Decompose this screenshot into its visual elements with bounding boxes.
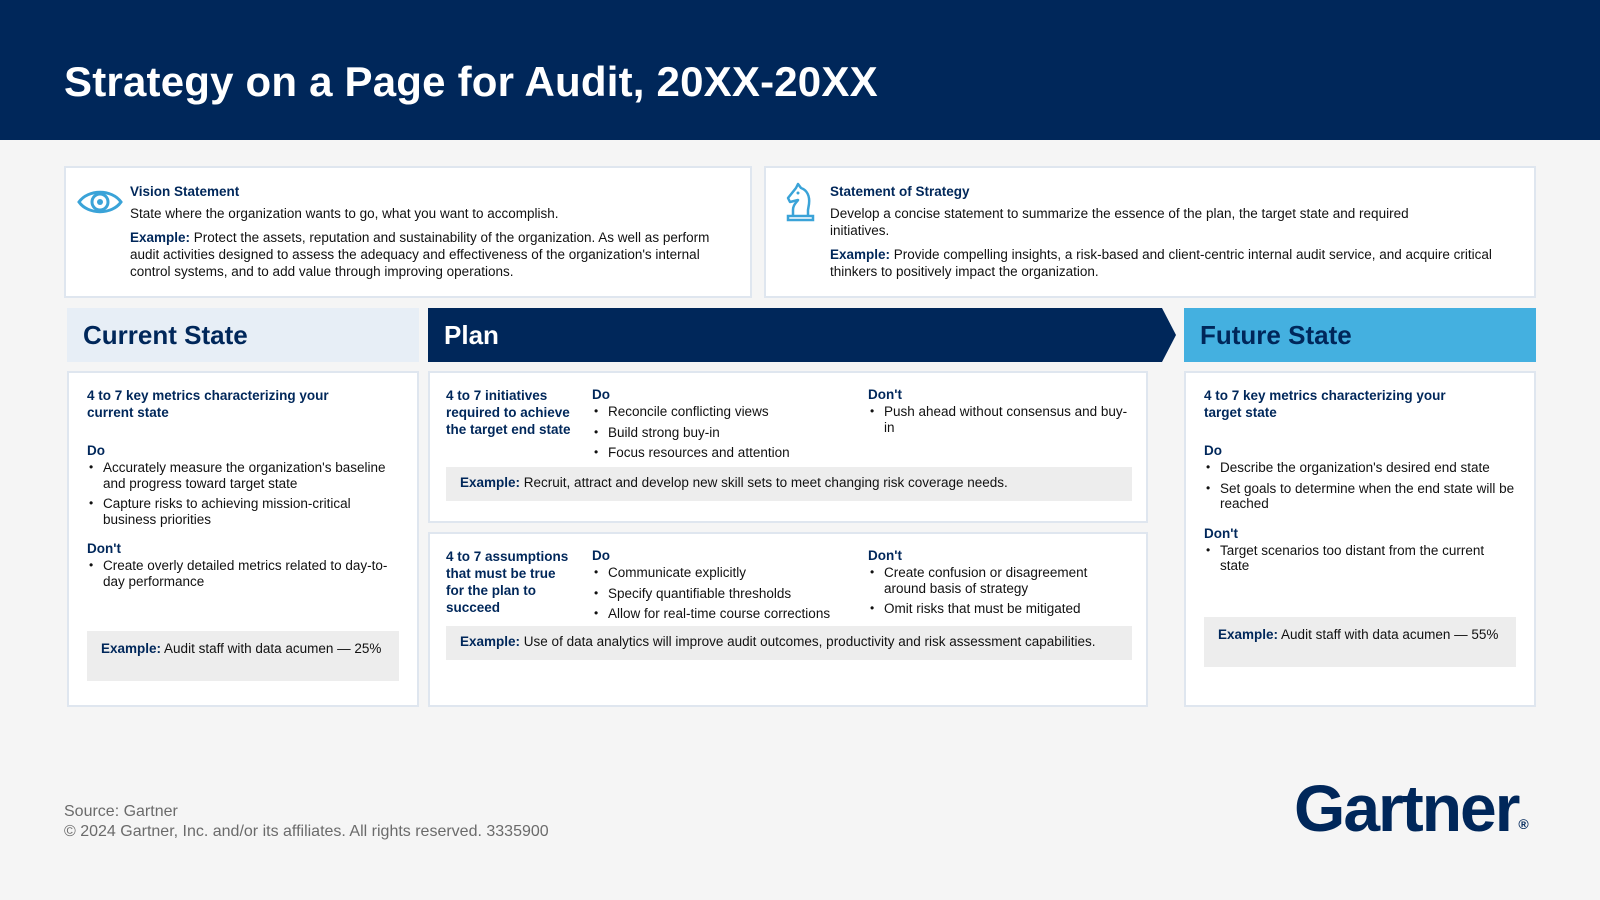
dont-label: Don't [87, 541, 121, 556]
plan-banner [428, 308, 1176, 362]
future-state-title: Future State [1200, 320, 1352, 350]
gartner-logo [1294, 770, 1529, 846]
source-footer [64, 802, 549, 842]
initiatives-do-list [592, 404, 852, 461]
assumptions-example-box [446, 626, 1132, 660]
copyright-text: © 2024 Gartner, Inc. and/or its affiliates. All rights reserved. 3335900 [64, 823, 549, 840]
list-item: • Target scenarios too distant from the current state [1204, 543, 1516, 574]
logo-text: Gartner [1294, 771, 1519, 845]
assumptions-dont [868, 548, 1128, 622]
list-item: • Describe the organization's desired end state [1204, 460, 1516, 476]
current-state-banner [67, 308, 419, 362]
list-item: • Specify quantifiable thresholds [592, 586, 852, 602]
initiatives-dont-list [868, 404, 1128, 435]
dont-label: Don't [868, 548, 902, 563]
list-item: • Accurately measure the organization's baseline and progress toward target state [87, 460, 399, 491]
vision-heading: Vision Statement [130, 184, 240, 199]
current-metric-heading: 4 to 7 key metrics characterizing your current state [87, 388, 329, 420]
current-example-text: Audit staff with data acumen — 25% [164, 641, 382, 656]
list-item: • Set goals to determine when the end state will be reached [1204, 481, 1516, 512]
do-label: Do [87, 443, 105, 458]
current-do-list [87, 460, 399, 527]
plan-assumptions-card [428, 532, 1148, 707]
assumptions-do-list [592, 565, 852, 622]
current-dont-list [87, 558, 399, 589]
vision-example-text: Protect the assets, reputation and sustainability of the organization. As well as perform audit activities designed to assess the adequacy and effectiveness of the organization's internal control systems, and to add value through improving operations. [130, 230, 710, 279]
list-item: • Push ahead without consensus and buy-in [868, 404, 1128, 435]
initiatives-dont [868, 387, 1128, 440]
current-example-box [87, 631, 399, 681]
plan-title: Plan [444, 320, 499, 350]
initiatives-label: 4 to 7 initiatives required to achieve the target end state [446, 388, 571, 437]
strategy-statement-card [764, 166, 1536, 298]
list-item: • Focus resources and attention [592, 445, 852, 461]
strategy-description: Develop a concise statement to summarize the essence of the plan, the target state and required initiatives. [830, 206, 1409, 238]
future-metric-heading: 4 to 7 key metrics characterizing your target state [1204, 388, 1446, 420]
current-state-card [67, 371, 419, 707]
future-example-text: Audit staff with data acumen — 55% [1281, 627, 1499, 642]
list-item: • Create confusion or disagreement around basis of strategy [868, 565, 1128, 596]
list-item: • Build strong buy-in [592, 425, 852, 441]
assumptions-do [592, 548, 852, 627]
initiatives-example-text: Recruit, attract and develop new skill sets to meet changing risk coverage needs. [523, 475, 1008, 490]
future-state-card [1184, 371, 1536, 707]
dont-label: Don't [868, 387, 902, 402]
example-label: Example: [830, 247, 891, 262]
list-item: • Capture risks to achieving mission-critical business priorities [87, 496, 399, 527]
example-label: Example: [1218, 627, 1279, 642]
assumptions-dont-list [868, 565, 1128, 617]
do-label: Do [592, 387, 610, 402]
initiatives-example-box [446, 467, 1132, 501]
list-item: • Reconcile conflicting views [592, 404, 852, 420]
strategy-heading: Statement of Strategy [830, 184, 970, 199]
plan-initiatives-card [428, 371, 1148, 523]
header-banner [0, 0, 1600, 140]
source-text: Source: Gartner [64, 803, 178, 820]
strategy-example [830, 246, 1520, 280]
example-label: Example: [460, 634, 521, 649]
do-label: Do [592, 548, 610, 563]
initiatives-do [592, 387, 852, 466]
assumptions-example-text: Use of data analytics will improve audit outcomes, productivity and risk assessment capabilities. [523, 634, 1096, 649]
plan-arrow-shape [428, 308, 1176, 362]
current-state-title: Current State [83, 320, 248, 350]
future-dont-list [1204, 543, 1516, 574]
vision-statement-card [64, 166, 752, 298]
strategy-example-text: Provide compelling insights, a risk-based and client-centric internal audit service, and acquire critical thinkers to positively impact the organization. [830, 247, 1492, 279]
list-item: • Communicate explicitly [592, 565, 852, 581]
list-item: • Omit risks that must be mitigated [868, 601, 1128, 617]
vision-description: State where the organization wants to go, what you want to accomplish. [130, 206, 559, 221]
vision-example [130, 229, 736, 280]
future-example-box [1204, 617, 1516, 667]
eye-icon [76, 180, 124, 224]
example-label: Example: [101, 641, 162, 656]
do-label: Do [1204, 443, 1222, 458]
registered-mark: ® [1518, 816, 1529, 832]
chess-knight-icon [776, 180, 824, 224]
page-title: Strategy on a Page for Audit, 20XX-20XX [64, 58, 878, 105]
future-do-list [1204, 460, 1516, 512]
list-item: • Allow for real-time course corrections [592, 606, 852, 622]
future-state-banner [1184, 308, 1536, 362]
example-label: Example: [130, 230, 191, 245]
dont-label: Don't [1204, 525, 1238, 541]
list-item: • Create overly detailed metrics related to day-to-day performance [87, 558, 399, 589]
assumptions-label: 4 to 7 assumptions that must be true for the plan to succeed [446, 549, 569, 615]
example-label: Example: [460, 475, 521, 490]
